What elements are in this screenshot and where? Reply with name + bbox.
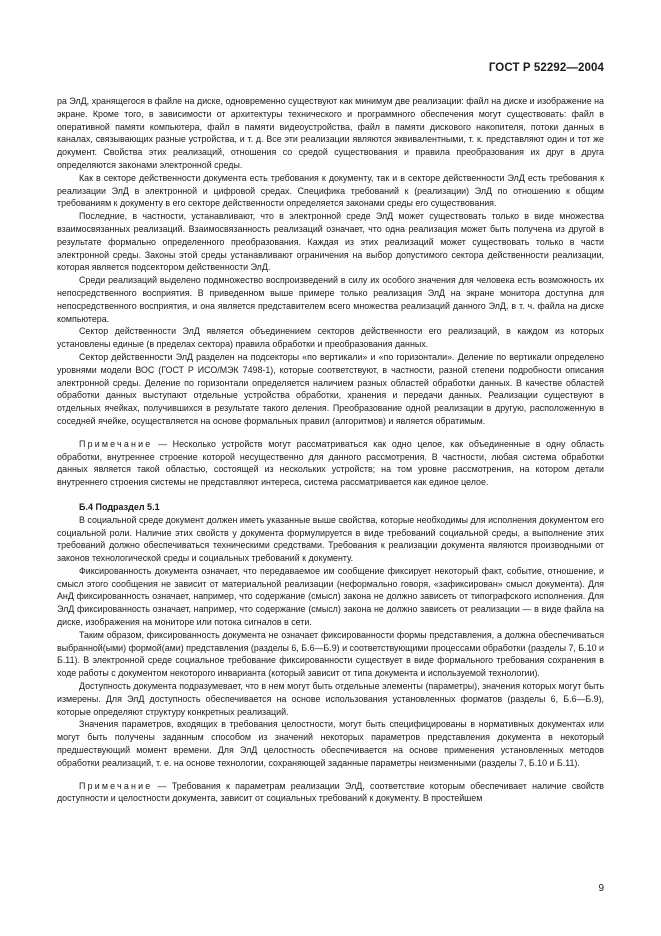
body-paragraph: Таким образом, фиксированность документа не означает фиксированности формы представления, а должна обеспечиваться выбранной(ыми) формой(ами) представления (разделы 6, Б.6—Б.9) и соответствующими процессами обработки (разделы 7, Б.10 и Б.11). В электронной среде социальное требование фиксированности существует в виде формального требования сохранения в ходе работы с документом некоторого инварианта (который зависит от типа документа и используемой технологии). (57, 629, 604, 679)
body-paragraph: Последние, в частности, устанавливают, что в электронной среде ЭлД может существовать только в виде множества взаимосвязанных реализаций. Взаимосвязанность реализаций означает, что одна реализация может быть получена из другой в результате формально определенного преобразования. Каждая из этих реализаций может существовать только в части электронной среды. Законы этой среды устанавливают ограничения на выбор допустимого сектора действенности реализации, которая является подсектором действенности ЭлД. (57, 211, 604, 273)
body-paragraph: Фиксированность документа означает, что передаваемое им сообщение фиксирует некоторый факт, событие, отношение, и смысл этого сообщения не зависит от материальной реализации (неформально говоря, «зафиксирован» смысл документа). Для АнД фиксированность означает, например, что содержание (смысл) закона не должно зависеть от типографского исполнения. Для ЭлД фиксированность означает, например, что содержание (смысл) закона не должно зависеть от реализации — в виде файла на диске, изображения на мониторе или потока сигналов в сети. (57, 565, 604, 628)
section-heading: Б.4 Подраздел 5.1 (79, 501, 160, 512)
body-paragraph: В социальной среде документ должен иметь указанные выше свойства, которые необходимы для исполнения документом его социальной роли. Наличие этих свойств у документа формулируется в виде требований социальной среды, а выполнение этих требований должно обеспечиваться техническими средствами. Требования к реализации документа являются производными от законов технологической среды и социальных требований к документу. (57, 514, 604, 564)
body-paragraph: ра ЭлД, хранящегося в файле на диске, одновременно существуют как минимум две реализации: файл на диске и изображение на экране. Кроме того, в зависимости от архитектуры технического и программного обеспечения могут существовать: файл в оперативной памяти компьютера, файл в памяти видеоустройства, файл в памяти дискового накопителя, потоки данных в каналах, связывающих разные устройства, и т. д. Все эти реализации являются эквивалентными, т. к. представляют один и тот же документ. Свойства этих реализаций, отношения со средой существования и правила преобразования их друг в друга определяются законами электронной среды. (57, 96, 604, 170)
body-paragraph: Сектор действенности ЭлД разделен на подсекторы «по вертикали» и «по горизонтали». Деление по вертикали определено уровнями модели ВОС (ГОСТ Р ИСО/МЭК 7498-1), которые соответствуют, в частности, разной степени подробности описания электронной среды. Деление по горизонтали определяется наличием разных областей обработки данных. В качестве областей обработки данных выступают отдельные устройства обработки, хранения и передачи данных. Реализации существуют в отдельных ячейках, получившихся в результате такого деления. Преобразование одной реализации в другую, расположенную в соседней ячейке, осуществляется на основе формальных правил (алгоритмов) и является обратимым. (57, 351, 604, 426)
page-body (57, 95, 604, 805)
note-paragraph (57, 780, 604, 806)
note-text: — Требования к параметрам реализации ЭлД, соответствие которым обеспечивает наличие свойств доступности и целостности документа, зависит от социальных требований к документу. В простейшем (57, 780, 604, 804)
note-label: Примечание (79, 438, 153, 449)
page-number: 9 (598, 883, 604, 894)
body-paragraph: Доступность документа подразумевает, что в нем могут быть отдельные элементы (параметры), значения которых могут быть измерены. Для ЭлД доступность обеспечивается на основе использования установленных форматов (разделы 6, Б.6—Б.9), которые определяют структуру конкретных реализаций. (57, 681, 604, 717)
body-paragraph: Как в секторе действенности документа есть требования к документу, так и в секторе действенности ЭлД есть требования к реализации ЭлД в электронной и цифровой средах. Специфика требований к (реализации) ЭлД по отношению к общим требованиям к документу в его секторе действенности определяется законами среды его существования. (57, 172, 604, 209)
document-code-header: ГОСТ Р 52292—2004 (488, 62, 604, 74)
body-paragraph: Сектор действенности ЭлД является объединением секторов действенности его реализаций, в каждом из которых установлены единые (в пределах сектора) правила обработки и преобразования данных. (57, 326, 604, 350)
note-label: Примечание (79, 780, 153, 791)
note-paragraph (57, 438, 604, 489)
note-text: — Несколько устройств могут рассматриваться как одно целое, как объединенные в одну область обработки, внутреннее строение которой несущественно для данного рассмотрения. В частности, любая система обработки данных является такой областью, состоящей из нескольких устройств; на том уровне рассмотрения, на котором детали внутреннего строения системы не представляют интереса, система рассматривается как единое целое. (57, 438, 604, 488)
body-paragraph: Значения параметров, входящих в требования целостности, могут быть специфицированы в нормативных документах или могут быть получены заданным способом из значений некоторых параметров представления документа в некоторый предшествующий момент времени. Для ЭлД целостность обеспечивается на основе применения установленных методов обработки реализаций, т. е. на основе технологии, сохраняющей заданные параметры неизменными (разделы 7, Б.10 и Б.11). (57, 719, 604, 768)
body-paragraph: Среди реализаций выделено подмножество воспроизведений в силу их особого значения для человека есть возможность их непосредственного восприятия. В приведенном выше примере только реализация ЭлД на экране монитора доступна для непосредственного восприятия, и она является представителем всего множества реализаций данного ЭлД, в т. ч. файла на диске компьютера. (57, 275, 604, 324)
